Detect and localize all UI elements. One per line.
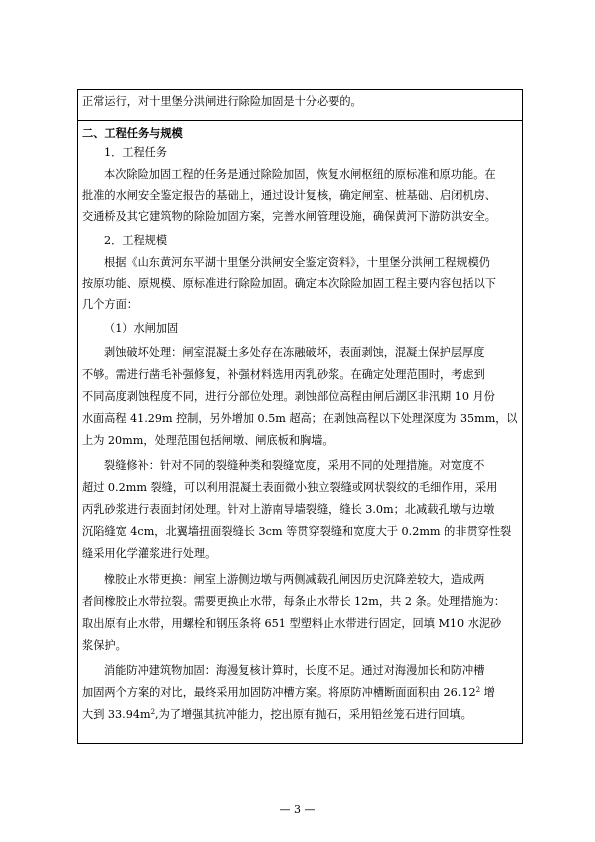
text-line: 正常运行，对十里堡分洪闸进行除险加固是十分必要的。 <box>82 95 362 108</box>
text-line: 根据《山东黄河东平湖十里堡分洪闸安全鉴定资料》，十里堡分洪闸工程规模仍 <box>104 256 490 269</box>
text-line: 剥蚀破坏处理：闸室混凝土多处存在冻融破坏，表面剥蚀，混凝土保护层厚度 <box>104 346 485 359</box>
text-line: 水面高程 41.29m 控制，另外增加 0.5m 超高；在剥蚀高程以下处理深度为 35mm，以 <box>82 412 518 425</box>
text-line: 裂缝修补：针对不同的裂缝种类和裂缝宽度，采用不同的处理措施。对宽度不 <box>104 459 485 472</box>
page-number: — 3 — <box>279 803 316 816</box>
text-line: 取出原有止水带，用螺栓和钢压条将 651 型塑料止水带进行固定，回填 M10 水泥砂 <box>82 617 502 630</box>
text-line: 按原功能、原规模、原标准进行除险加固。确定本次除险加固工程主要内容包括以下 <box>82 277 496 290</box>
text-line: 橡胶止水带更换：闸室上游侧边墩与两侧减载孔闸因历史沉降差较大，造成两 <box>104 573 485 586</box>
text-line: 不够。需进行凿毛补强修复，补强材料选用丙乳砂浆。在确定处理范围时，考虑到 <box>82 368 485 381</box>
subsection-heading: 2．工程规模 <box>104 234 168 247</box>
text-line: 丙乳砂浆进行表面封闭处理。针对上游南导墙裂缝，缝长 3.0m；北减载孔墩与边墩 <box>82 503 495 516</box>
text-line: 交通桥及其它建筑物的除险加固方案，完善水闸管理设施，确保黄河下游防洪安全。 <box>82 210 496 223</box>
text-segment: ,为了增强其抗冲能力，挖出原有抛石，采用铅丝笼石进行回填。 <box>155 708 472 721</box>
text-line: 本次除险加固工程的任务是通过除险加固，恢复水闸枢纽的原标准和原功能。在 <box>104 168 496 181</box>
row-divider <box>77 120 523 121</box>
text-line: 浆保护。 <box>82 639 127 652</box>
section-heading: 二、工程任务与规模 <box>82 126 183 140</box>
text-segment: 大到 33.94m <box>82 708 151 721</box>
text-line: 缝采用化学灌浆进行处理。 <box>82 547 217 560</box>
text-segment: 加固两个方案的对比，最终采用加固防冲槽方案。将原防冲槽断面面积由 26.12 <box>82 686 476 699</box>
text-line: 上为 20mm，处理范围包括闸墩、闸底板和胸墙。 <box>82 434 334 447</box>
text-line: 不同高度剥蚀程度不同，进行分部位处理。剥蚀部位高程由闸后湖区非汛期 10 月份 <box>82 390 495 403</box>
item-heading: （1）水闸加固 <box>104 322 179 335</box>
text-line <box>82 708 472 722</box>
text-line: 几个方面： <box>82 298 138 311</box>
text-line <box>82 686 495 700</box>
text-line: 批准的水闸安全鉴定报告的基础上，通过设计复核，确定闸室、桩基础、启闭机房、 <box>82 189 496 202</box>
text-line: 消能防冲建筑物加固：海漫复核计算时，长度不足。通过对海漫加长和防冲槽 <box>104 664 485 677</box>
text-line: 沉陷缝宽 4cm，北翼墙扭面裂缝长 3cm 等贯穿裂缝和宽度大于 0.2mm 的非贯穿性裂 <box>82 525 512 538</box>
subsection-heading: 1．工程任务 <box>104 146 168 159</box>
text-segment: 增 <box>480 686 495 699</box>
superscript: 2 <box>475 686 481 694</box>
superscript: 2 <box>150 708 156 716</box>
text-line: 超过 0.2mm 裂缝，可以利用混凝土表面微小独立裂缝或网状裂纹的毛细作用，采用 <box>82 481 498 494</box>
text-line: 者间橡胶止水带拉裂。需要更换止水带，每条止水带长 12m，共 2 条。处理措施为： <box>82 595 506 608</box>
